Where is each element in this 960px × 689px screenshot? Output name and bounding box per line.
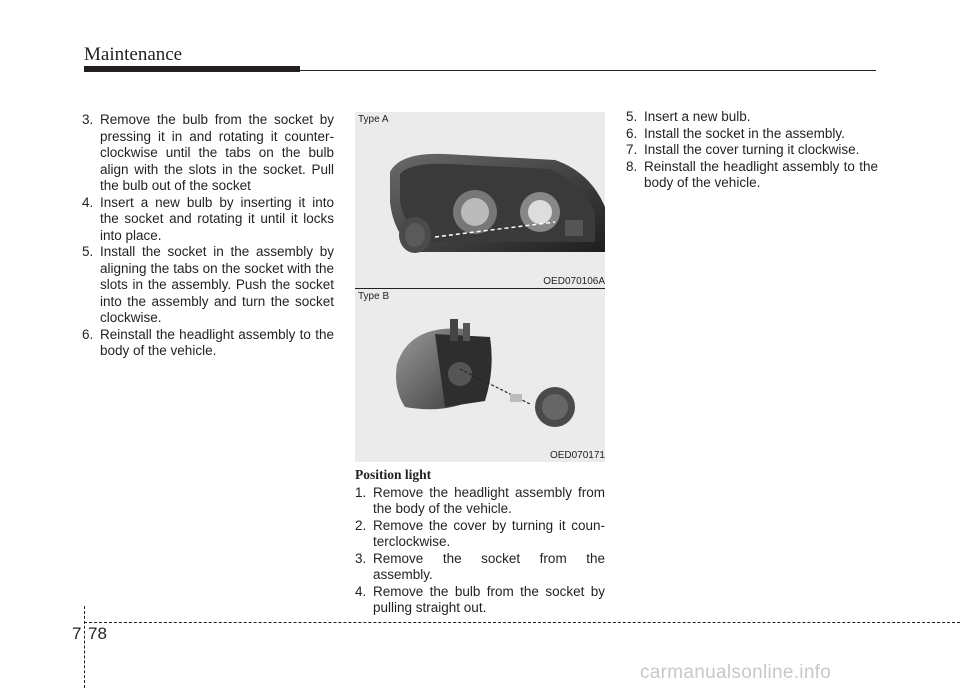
headlight-type-a-illustration <box>355 112 605 288</box>
figure-code: OED070171 <box>549 450 605 461</box>
figure-label: Type A <box>358 114 389 125</box>
step-item: 4. Remove the bulb from the socket by pulling straight out. <box>355 583 605 615</box>
step-item: 3. Remove the bulb from the socket by pressing it in and rotating it counter-clockwise until the tabs on the bulb align with the slots in the socket. Pull the bulb out of the socket <box>82 112 334 193</box>
chapter-number: 7 <box>72 624 82 643</box>
position-light-section <box>355 467 605 617</box>
figure-label: Type B <box>358 291 390 302</box>
page-number: 78 <box>88 624 107 643</box>
step-item: 6. Install the socket in the assembly. <box>626 125 845 141</box>
section-title: Position light <box>355 467 432 482</box>
header-bar <box>84 66 300 72</box>
footer-divider <box>84 606 86 688</box>
figure-type-b <box>355 289 605 462</box>
step-item: 7. Install the cover turning it clockwise. <box>626 142 860 157</box>
footer-rule <box>84 622 960 624</box>
step-item: 3. Remove the socket from the assembly. <box>355 550 605 582</box>
figure-type-a <box>355 112 605 288</box>
step-item: 8. Reinstall the headlight assembly to the body of the vehicle. <box>626 158 878 190</box>
column-3-steps <box>626 109 878 192</box>
step-item: 1. Remove the headlight assembly from the body of the vehicle. <box>355 484 605 516</box>
step-item: 2. Remove the cover by turning it coun-terclockwise. <box>355 517 605 549</box>
figure-code: OED070106A <box>543 276 605 287</box>
step-item: 6. Reinstall the headlight assembly to the body of the vehicle. <box>82 326 334 358</box>
step-item: 5. Install the socket in the assembly by aligning the tabs on the socket with the slots in the assembly. Push the socket into the assembly and turn the socket clockwise. <box>82 244 334 325</box>
step-item: 5. Insert a new bulb. <box>626 109 751 124</box>
header-rule <box>300 70 876 71</box>
headlight-type-b-illustration <box>355 289 605 462</box>
page-header-title: Maintenance <box>84 44 183 65</box>
step-item: 4. Insert a new bulb by inserting it into the socket and rotating it until it locks into place. <box>82 194 334 243</box>
watermark: carmanualsonline.info <box>640 662 832 683</box>
column-1-steps <box>82 112 334 360</box>
